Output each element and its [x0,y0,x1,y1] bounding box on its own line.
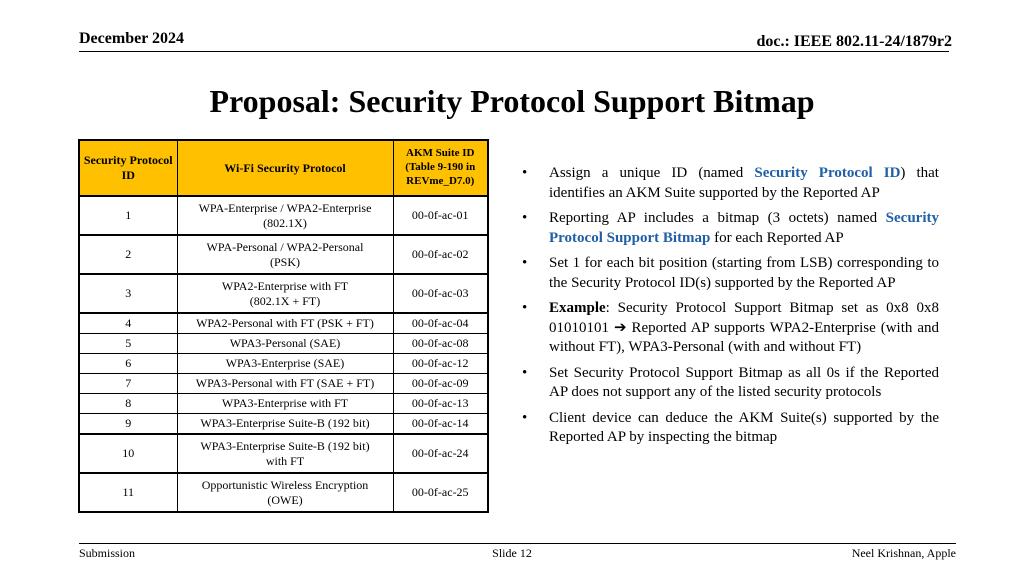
row-id: 6 [79,354,177,374]
row-akm: 00-0f-ac-09 [393,374,488,394]
footer-slide-number: Slide 12 [492,546,532,560]
header-date: December 2024 [79,30,184,47]
right-arrow-icon: ➔ [613,319,627,336]
row-protocol-line1: WPA3-Enterprise Suite-B (192 bit) [200,438,370,453]
row-id: 8 [79,394,177,414]
row-id: 2 [79,235,177,274]
header-doc-id: doc.: IEEE 802.11-24/1879r2 [756,33,952,50]
table-row [79,235,488,274]
footer-author: Neel Krishnan, Apple [851,546,956,560]
row-protocol [177,235,393,274]
bullet-item [522,254,939,293]
row-id: 4 [79,313,177,334]
row-protocol-line2: (OWE) [267,492,303,507]
example-label: Example [549,300,606,316]
bullet-item [522,364,939,403]
row-protocol: WPA3-Personal with FT (SAE + FT) [177,374,393,394]
table-row [79,473,488,512]
table-row [79,313,488,334]
bullet-text: Reported AP supports WPA2-Enterprise (with and without FT), WPA3-Personal (with and without FT) [549,319,939,355]
bullet-list [522,164,939,454]
bullet-text: Reporting AP includes a bitmap (3 octets) named [549,210,886,226]
row-id: 1 [79,196,177,235]
header-akm-suite-id: AKM Suite ID (Table 9-190 in REVme_D7.0) [393,140,488,196]
table-row [79,274,488,313]
row-protocol-line2: (802.1X) [263,215,307,230]
row-id: 9 [79,414,177,435]
table-row [79,434,488,473]
security-protocol-table [78,139,489,513]
footer-submission: Submission [79,546,136,560]
table-row [79,414,488,435]
bullet-text: : Security Protocol Support Bitmap set as 0x8 0x8 01010101 [549,300,939,336]
row-protocol: WPA2-Personal with FT (PSK + FT) [177,313,393,334]
row-akm: 00-0f-ac-25 [393,473,488,512]
row-akm: 00-0f-ac-01 [393,196,488,235]
row-akm: 00-0f-ac-14 [393,414,488,435]
row-protocol [177,473,393,512]
row-id: 3 [79,274,177,313]
bullet-text: for each Reported AP [710,229,844,246]
table-row [79,374,488,394]
row-protocol: WPA3-Personal (SAE) [177,334,393,354]
row-protocol: WPA3-Enterprise (SAE) [177,354,393,374]
bullet-item [522,409,939,448]
row-akm: 00-0f-ac-13 [393,394,488,414]
bullet-marker: • [522,255,528,271]
highlight-term: Security Protocol ID [754,165,901,181]
bullet-text: Assign a unique ID (named [549,165,755,181]
highlight-term: Security Protocol Support Bitmap [549,210,939,246]
bullet-marker: • [522,300,528,316]
row-protocol-line2: with FT [265,453,305,468]
row-protocol-line1: WPA-Personal / WPA2-Personal [206,239,364,254]
bullet-marker: • [522,210,528,226]
row-protocol-line1: Opportunistic Wireless Encryption [201,477,369,492]
row-id: 10 [79,434,177,473]
row-protocol: WPA3-Enterprise with FT [177,394,393,414]
table-row [79,394,488,414]
table-header-row [79,140,488,196]
row-protocol [177,196,393,235]
row-protocol-line2: (PSK) [269,254,300,269]
row-akm: 00-0f-ac-02 [393,235,488,274]
footer-rule [79,543,956,544]
bullet-item [522,209,939,248]
table-row [79,354,488,374]
table-row [79,196,488,235]
row-protocol-line1: WPA-Enterprise / WPA2-Enterprise [198,200,372,215]
bullet-item [522,299,939,358]
header-wifi-security-protocol: Wi-Fi Security Protocol [177,140,393,196]
row-id: 11 [79,473,177,512]
row-akm: 00-0f-ac-03 [393,274,488,313]
bullet-text: Set 1 for each bit position (starting from LSB) corresponding to the Security Protocol ID(s) supported by the Reported AP [549,255,939,291]
row-id: 7 [79,374,177,394]
row-akm: 00-0f-ac-08 [393,334,488,354]
row-protocol-line1: WPA2-Enterprise with FT [221,278,349,293]
bullet-marker: • [522,409,528,426]
bullet-marker: • [522,364,528,381]
row-protocol [177,434,393,473]
row-akm: 00-0f-ac-04 [393,313,488,334]
bullet-text: Set Security Protocol Support Bitmap as all 0s if the Reported AP does not support any of the listed security protocols [549,364,939,400]
bullet-text: Client device can deduce the AKM Suite(s) supported by the Reported AP by inspecting the bitmap [549,409,939,445]
row-id: 5 [79,334,177,354]
table-row [79,334,488,354]
row-akm: 00-0f-ac-24 [393,434,488,473]
row-protocol [177,274,393,313]
bullet-text: ) that identifies an AKM Suite supported by the Reported AP [549,165,939,201]
header-rule [79,51,949,52]
bullet-item [522,164,939,203]
row-akm: 00-0f-ac-12 [393,354,488,374]
header-security-protocol-id: Security Protocol ID [79,140,177,196]
row-protocol: WPA3-Enterprise Suite-B (192 bit) [177,414,393,435]
slide-title: Proposal: Security Protocol Support Bitmap [209,83,815,119]
bullet-marker: • [522,165,528,181]
row-protocol-line2: (802.1X + FT) [249,293,321,308]
